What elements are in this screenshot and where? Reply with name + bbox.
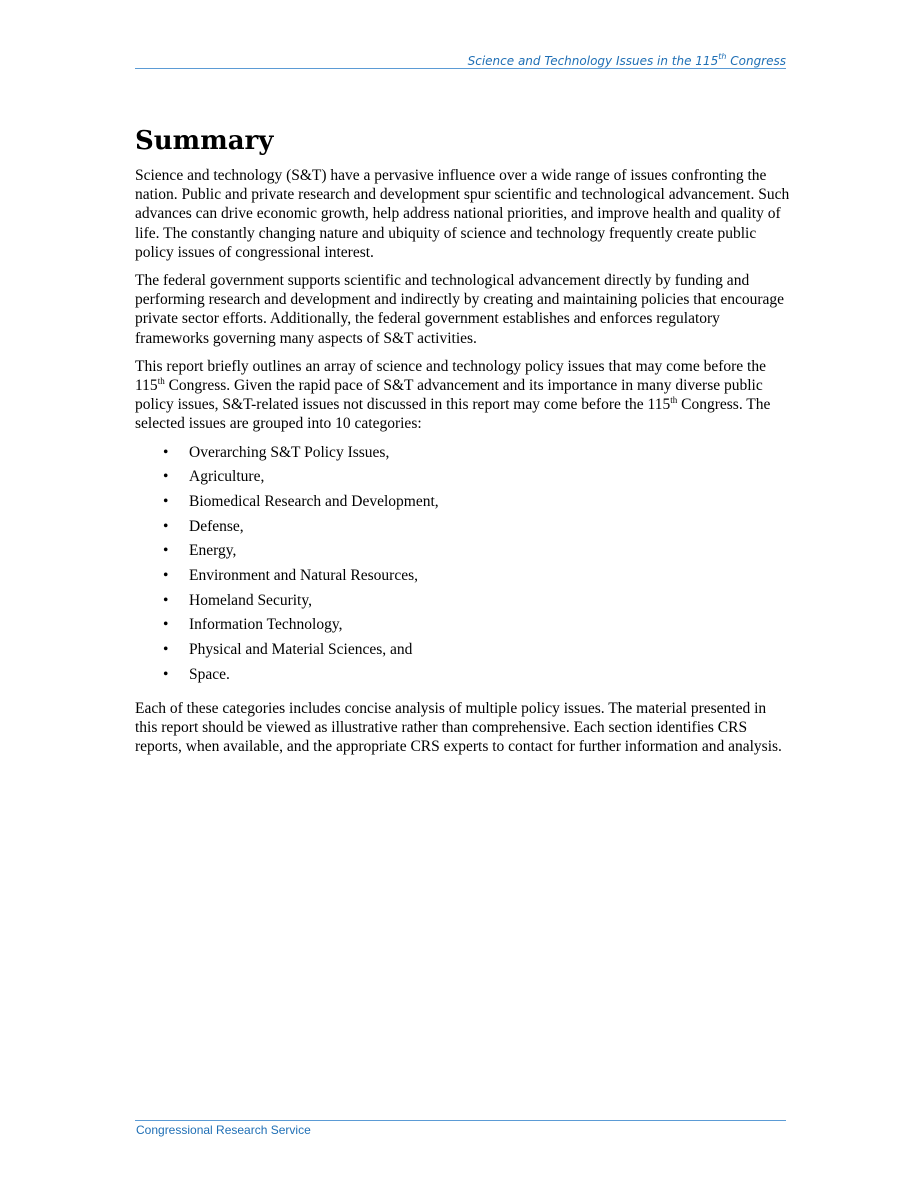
running-title-tail: Congress <box>726 54 786 68</box>
list-item <box>135 492 790 517</box>
category-label: Physical and Material Sciences, and <box>189 641 413 659</box>
bullet-icon: • <box>163 443 169 461</box>
list-item <box>135 665 790 690</box>
paragraph-3-text-c: Congress. The selected issues are grouped into 10 categories: <box>135 396 771 433</box>
footer-rule <box>135 1120 786 1121</box>
category-label: Defense, <box>189 517 244 535</box>
footer-organization: Congressional Research Service <box>136 1123 311 1137</box>
list-item <box>135 566 790 591</box>
paragraph-3-text-b: Congress. Given the rapid pace of S&T advancement and its importance in many diverse public policy issues, S&T-related issues not discussed in this report may come before the 115 <box>135 377 763 414</box>
summary-paragraph-2: The federal government supports scientific and technological advancement directly by funding and performing research and development and indirectly by creating and maintaining policies that encourage private sector efforts. Additionally, the federal government establishes and enforces regulatory frameworks governing many aspects of S&T activities. <box>135 272 785 347</box>
running-title-superscript: th <box>718 52 727 61</box>
header-rule <box>135 68 786 69</box>
bullet-icon: • <box>163 641 169 659</box>
list-item <box>135 541 790 566</box>
bullet-icon: • <box>163 493 169 511</box>
ordinal-superscript: th <box>157 376 165 387</box>
bullet-icon: • <box>163 567 169 585</box>
paragraph-3-text-a: This report briefly outlines an array of science and technology policy issues that may come before the 115 <box>135 357 766 395</box>
list-item <box>135 640 790 665</box>
running-header <box>135 54 786 68</box>
category-label: Biomedical Research and Development, <box>189 493 439 511</box>
bullet-icon: • <box>163 542 169 560</box>
bullet-icon: • <box>163 665 169 683</box>
category-label: Agriculture, <box>189 468 265 486</box>
page-title: Summary <box>135 126 274 156</box>
category-label: Space. <box>189 665 230 683</box>
summary-paragraph-3 <box>135 357 790 434</box>
list-item <box>135 443 790 468</box>
list-item <box>135 517 790 542</box>
page-content <box>135 124 790 765</box>
category-label: Information Technology, <box>189 616 343 634</box>
list-item <box>135 591 790 616</box>
category-list <box>135 443 790 690</box>
bullet-icon: • <box>163 616 169 634</box>
bullet-icon: • <box>163 591 169 609</box>
summary-paragraph-4: Each of these categories includes concise analysis of multiple policy issues. The material presented in this report should be viewed as illustrative rather than comprehensive. Each section identifies CRS reports, when available, and the appropriate CRS experts to contact for further information and analysis. <box>135 699 782 755</box>
list-item <box>135 615 790 640</box>
ordinal-superscript: th <box>670 395 678 406</box>
list-item <box>135 467 790 492</box>
bullet-icon: • <box>163 517 169 535</box>
category-label: Overarching S&T Policy Issues, <box>189 443 390 461</box>
category-label: Energy, <box>189 542 237 560</box>
running-title-main: Science and Technology Issues in the 115 <box>467 54 719 68</box>
category-label: Homeland Security, <box>189 591 312 609</box>
summary-paragraph-1: Science and technology (S&T) have a pervasive influence over a wide range of issues confronting the nation. Public and private research and development spur scientific and technological advancement. Such advances can drive economic growth, help address national priorities, and improve health and quality of life. The constantly changing nature and ubiquity of science and technology frequently create public policy issues of congressional interest. <box>135 167 790 261</box>
bullet-icon: • <box>163 468 169 486</box>
category-label: Environment and Natural Resources, <box>189 567 418 585</box>
